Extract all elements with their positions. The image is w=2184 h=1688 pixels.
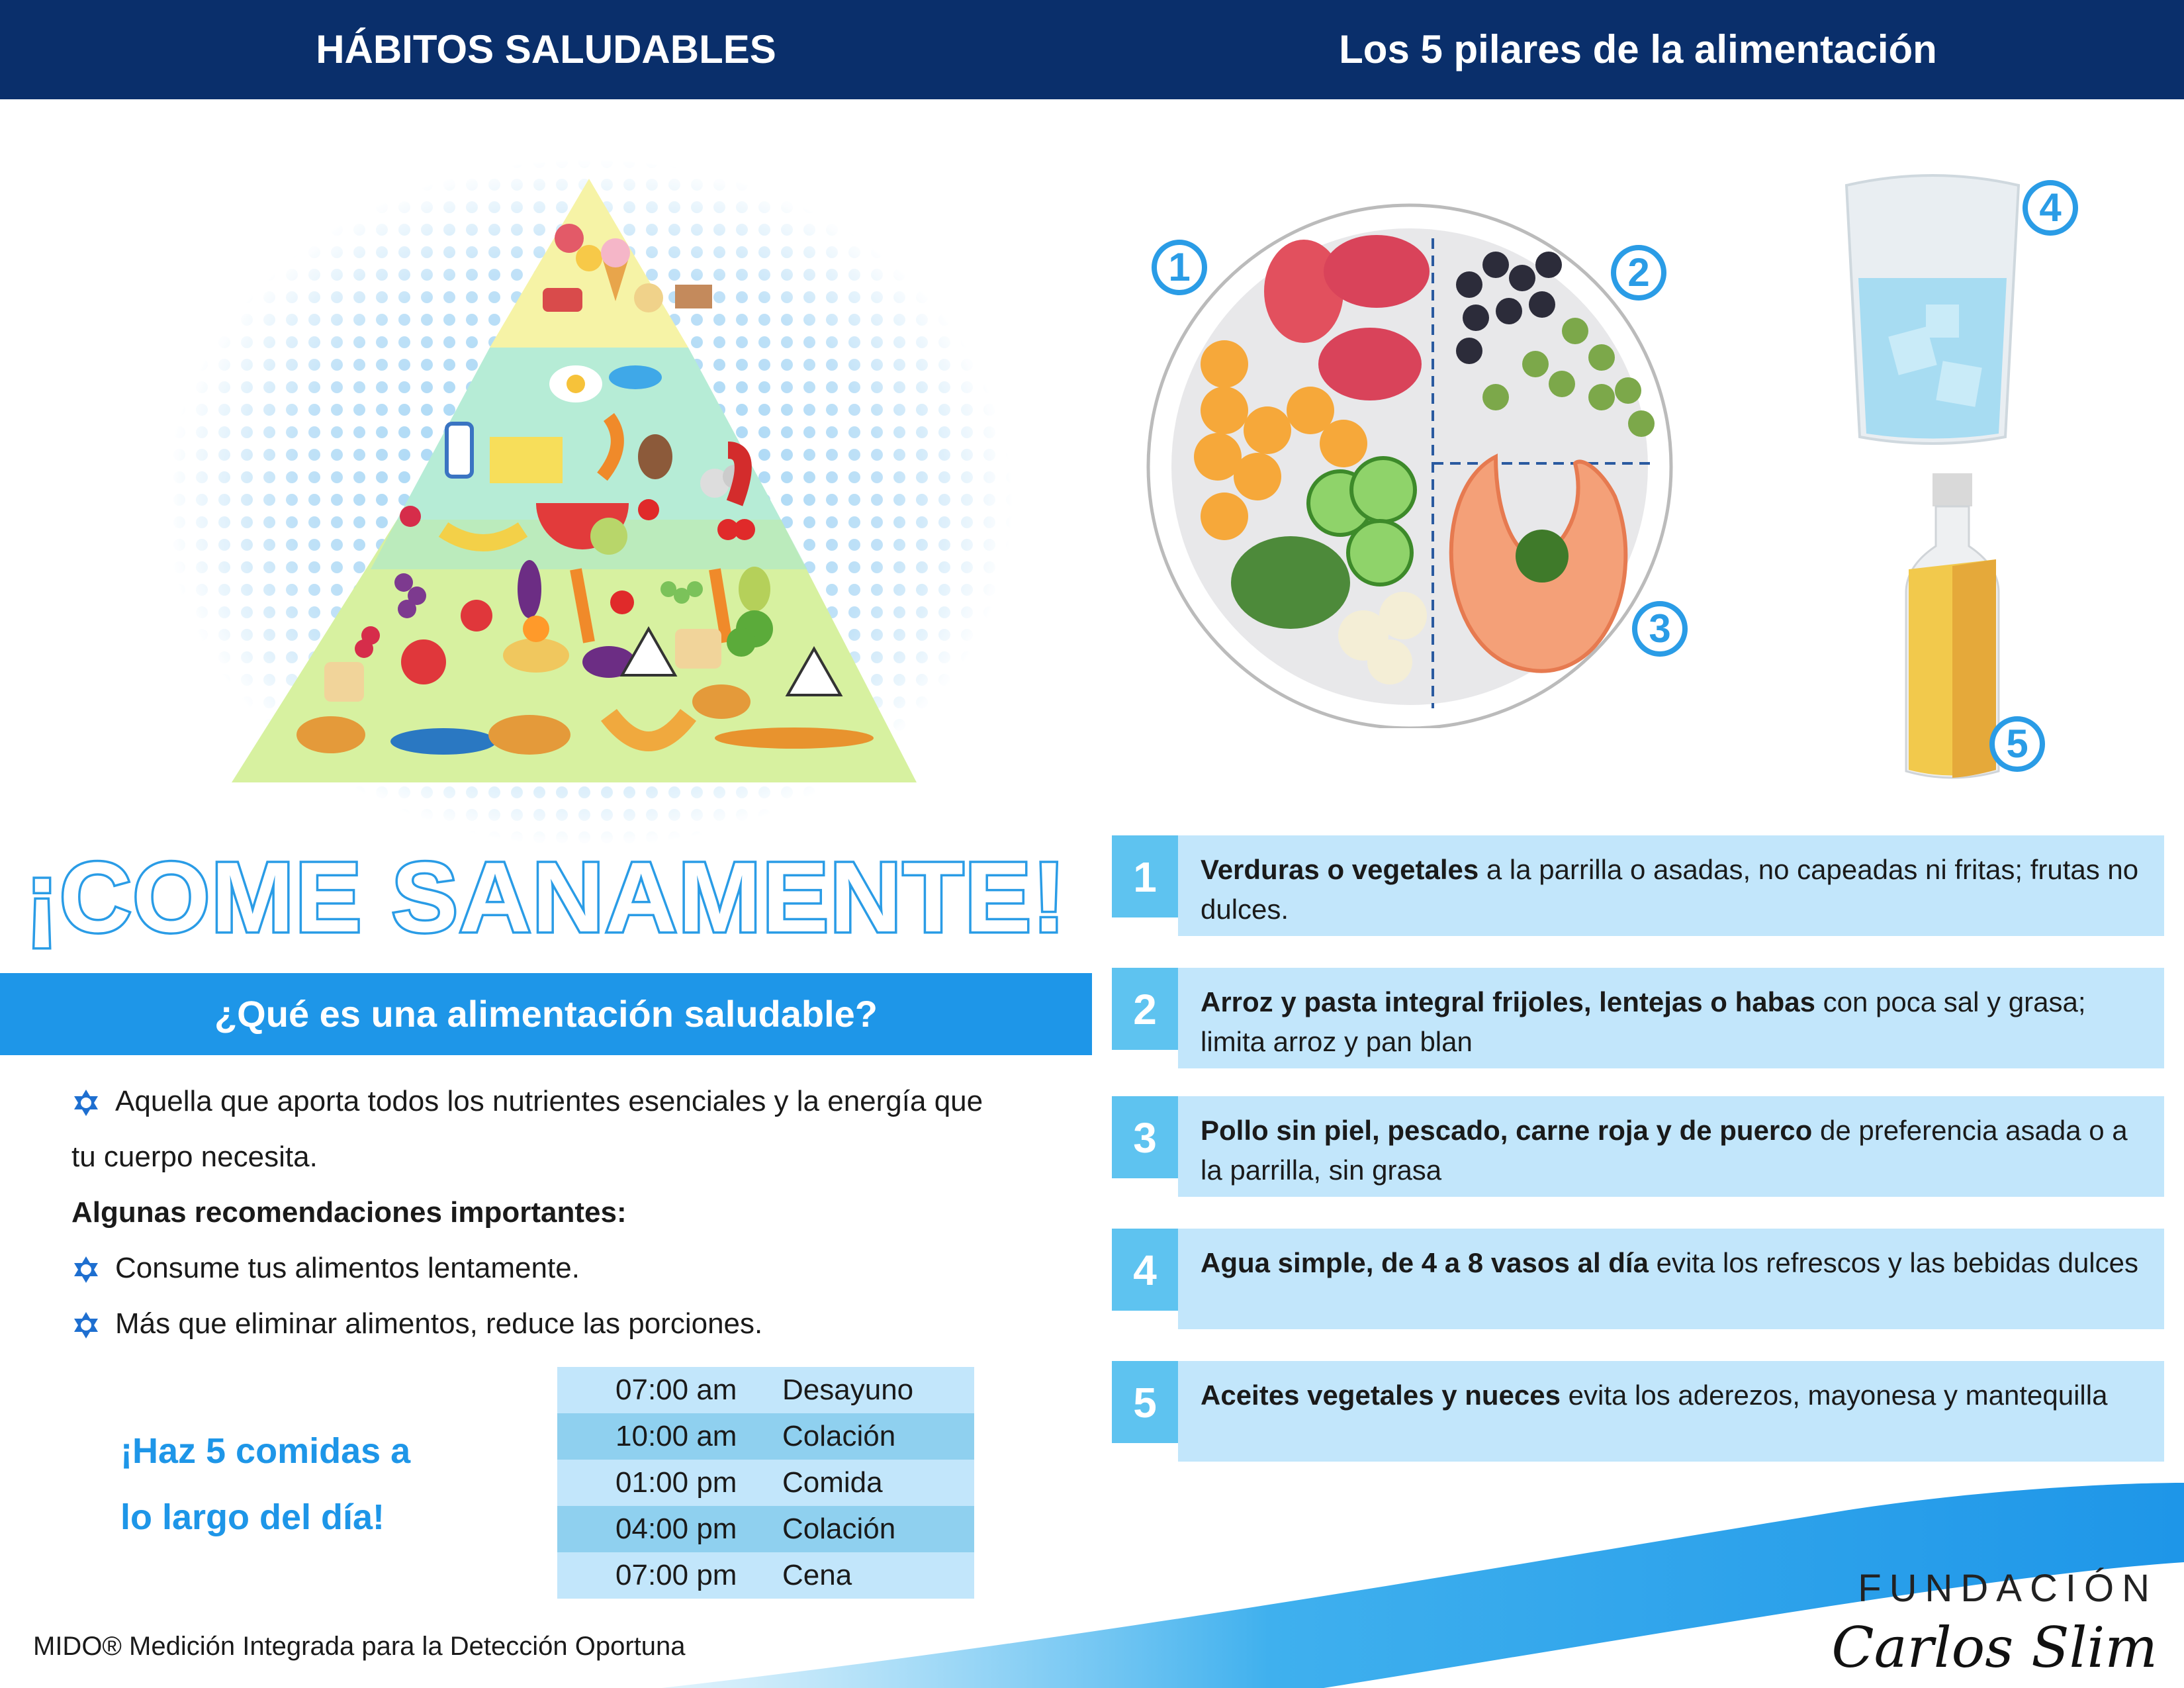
definition-line1: Aquella que aporta todos los nutrientes esenciales y la energía que <box>115 1085 983 1117</box>
brand-fundacion: FUNDACIÓN <box>1858 1567 2158 1610</box>
footer-note: MIDO® Medición Integrada para la Detección Oportuna <box>33 1632 686 1661</box>
schedule-meal: Colación <box>782 1420 896 1452</box>
definition-line2: tu cuerpo necesita. <box>71 1141 318 1173</box>
recommendation-2 <box>71 1296 1064 1352</box>
pillar-1-bold: Verduras o vegetales <box>1201 854 1479 885</box>
section-title-band: ¿Qué es una alimentación saludable? <box>0 973 1092 1055</box>
water-glass-illustration <box>1840 165 2025 450</box>
schedule-time: 07:00 am <box>615 1374 737 1406</box>
schedule-time: 01:00 pm <box>615 1466 737 1499</box>
header-right-title: Los 5 pilares de la alimentación <box>1339 27 1937 71</box>
pillar-4-text <box>1178 1229 2164 1329</box>
pillar-2-bold: Arroz y pasta integral frijoles, lentejas o habas <box>1201 986 1815 1017</box>
plate-badge-4: 4 <box>2023 180 2078 236</box>
schedule-meal: Colación <box>782 1513 896 1545</box>
table-row <box>557 1413 974 1460</box>
pillar-1-rest: a la parrilla o asadas, no capeadas ni fritas; frutas no dulces. <box>1201 854 2139 925</box>
schedule-meal: Cena <box>782 1559 852 1591</box>
recommendation-1 <box>71 1241 1064 1296</box>
pillar-5-text <box>1178 1361 2164 1462</box>
pillar-4-bold: Agua simple, de 4 a 8 vasos al día <box>1201 1247 1649 1278</box>
pillar-1-text <box>1178 835 2164 936</box>
table-row <box>557 1367 974 1413</box>
pillar-2-number: 2 <box>1133 986 1157 1033</box>
pillar-4-rest: evita los refrescos y las bebidas dulces <box>1648 1247 2138 1278</box>
pillar-3-bold: Pollo sin piel, pescado, carne roja y de puerco <box>1201 1115 1813 1146</box>
schedule-meal: Desayuno <box>782 1374 914 1406</box>
plate-badge-5: 5 <box>1989 716 2045 772</box>
star-bullet-icon <box>71 1311 101 1340</box>
pillar-3-number: 3 <box>1133 1114 1157 1162</box>
headline: ¡COME SANAMENTE! <box>25 841 1067 953</box>
plate-badge-3: 3 <box>1632 601 1688 657</box>
pillar-2-text <box>1178 968 2164 1068</box>
pillar-2-rest: con poca sal y grasa; limita arroz y pan blan <box>1201 986 2086 1057</box>
star-bullet-icon <box>71 1088 101 1117</box>
plate-badge-1: 1 <box>1152 240 1207 295</box>
star-bullet-icon <box>71 1255 101 1284</box>
brand-carlos-slim: Carlos Slim <box>1831 1615 2158 1680</box>
header-left-title: HÁBITOS SALUDABLES <box>316 27 776 71</box>
pillar-1-number: 1 <box>1133 853 1157 901</box>
healthy-plate-illustration <box>1125 185 1694 728</box>
food-pyramid-illustration <box>146 106 1032 874</box>
recommendation-2-text: Más que eliminar alimentos, reduce las porciones. <box>115 1307 763 1340</box>
pillar-5-number: 5 <box>1133 1379 1157 1427</box>
schedule-time: 10:00 am <box>615 1420 737 1452</box>
pillar-5-rest: evita los aderezos, mayonesa y mantequilla <box>1561 1380 2108 1411</box>
recommendation-1-text: Consume tus alimentos lentamente. <box>115 1252 580 1284</box>
pillar-3-text <box>1178 1096 2164 1197</box>
meals-callout <box>120 1418 491 1550</box>
plate-badge-2: 2 <box>1611 245 1666 301</box>
pillar-3-rest: de preferencia asada o a la parrilla, sin grasa <box>1201 1115 2128 1186</box>
schedule-time: 04:00 pm <box>615 1513 737 1545</box>
recommendations-title: Algunas recomendaciones importantes: <box>71 1196 627 1229</box>
schedule-meal: Comida <box>782 1466 883 1499</box>
meals-callout-line2: lo largo del día! <box>120 1497 385 1537</box>
meals-callout-line1: ¡Haz 5 comidas a <box>120 1431 411 1471</box>
pillar-5-bold: Aceites vegetales y nueces <box>1201 1380 1561 1411</box>
pillar-4-number: 4 <box>1133 1246 1157 1294</box>
schedule-time: 07:00 pm <box>615 1559 737 1591</box>
definition-text <box>71 1074 1064 1129</box>
